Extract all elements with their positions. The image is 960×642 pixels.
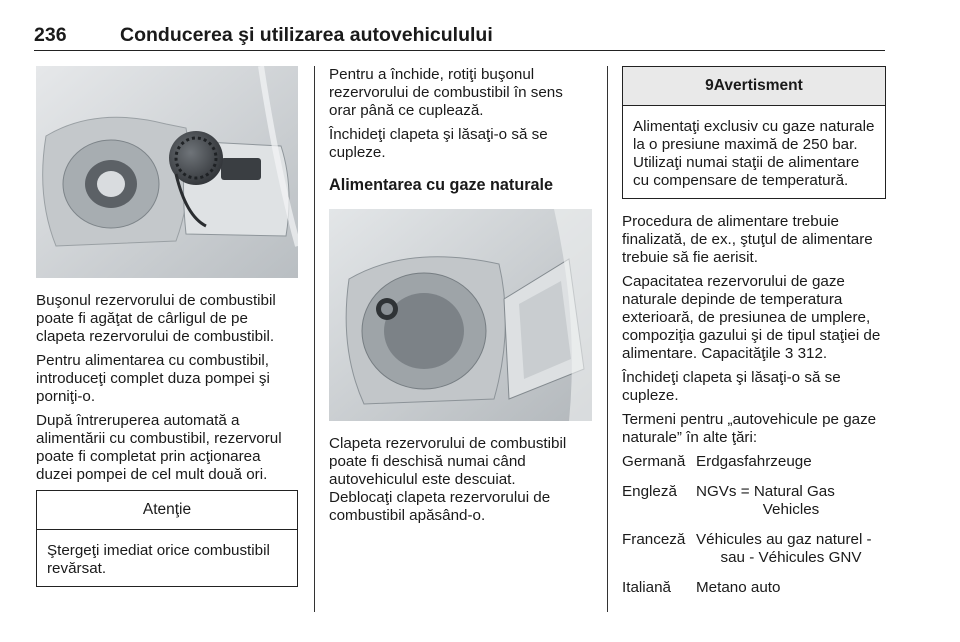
term-row [622,579,886,597]
term-value: NGVs = Natural Gas [696,483,835,500]
page-number: 236 [34,24,67,46]
paragraph: După întreruperea automată a alimentării cu combustibil, rezervorul poate fi completat prin acţionarea duzei pompei de cel mult două ori. [36,412,282,483]
paragraph: Închideţi clapeta şi lăsaţi-o să se cupleze. [622,369,841,404]
term-language: Germană [622,453,686,470]
caption-line: Deblocaţi clapeta rezervorului de combustibil apăsând-o. [329,489,551,524]
paragraph: Termeni pentru „autovehicule pe gaze naturale” în alte ţări: [622,411,877,446]
fuel-cap-photo [36,66,298,278]
paragraph: Pentru alimentarea cu combustibil, introduceţi complet duza pompei şi porniţi-o. [36,352,270,405]
gas-filler-illustration [329,209,592,421]
attention-box [36,490,298,587]
column-3 [622,66,886,609]
paragraph: Închideţi clapeta şi lăsaţi-o să se cupleze. [329,126,548,161]
attention-title: Atenţie [37,491,297,530]
terms-list [622,453,886,597]
chapter-title: Conducerea şi utilizarea autovehiculului [120,24,493,46]
column-2 [329,66,592,531]
term-row [622,531,886,567]
attention-text: Ştergeţi imediat orice combustibil revărsat. [47,542,270,577]
warning-triangle-icon: 9 [705,77,714,94]
page-header [34,18,885,51]
warning-box [622,66,886,199]
column-divider [607,66,608,612]
column-divider [314,66,315,612]
warning-title-bar [623,67,885,106]
warning-text: Alimentaţi exclusiv cu gaze naturale la o presiune maximă de 250 bar. Utilizaţi numai staţii de alimentare cu compensare de temperatură. [633,118,875,189]
term-value-line2: Vehicles [762,501,820,518]
term-language: Engleză [622,483,677,500]
paragraph: Pentru a închide, rotiţi buşonul rezervorului de combustibil în sens orar până ce cuplează. [329,66,563,119]
caption-line: Clapeta rezervorului de combustibil poate fi deschisă numai când autovehiculul este descuiat. [329,435,567,488]
warning-title: Avertisment [713,77,803,94]
term-row [622,483,886,519]
term-value: Metano auto [696,579,781,596]
gas-filler-photo [329,209,592,421]
term-value: Erdgasfahrzeuge [696,453,812,470]
paragraph: Procedura de alimentare trebuie finalizată, de ex., ştuţul de alimentare trebuie să fie aerisit. [622,213,873,266]
term-value: Véhicules au gaz naturel - [696,531,872,548]
column-1 [36,66,298,587]
term-row [622,453,886,471]
term-language: Franceză [622,531,686,548]
term-value-line2: sau - Véhicules GNV [720,549,862,566]
fuel-cap-illustration [36,66,298,278]
paragraph: Capacitatea rezervorului de gaze naturale depinde de temperatura exterioară, de presiunea de umplere, compoziţia gazului şi de tipul staţiei de alimentare. Capacităţile 3 312. [622,273,881,362]
term-language: Italiană [622,579,671,596]
section-heading: Alimentarea cu gaze naturale [329,176,554,194]
paragraph: Buşonul rezervorului de combustibil poate fi agăţat de cârligul de pe clapeta rezervorului de combustibil. [36,292,276,345]
